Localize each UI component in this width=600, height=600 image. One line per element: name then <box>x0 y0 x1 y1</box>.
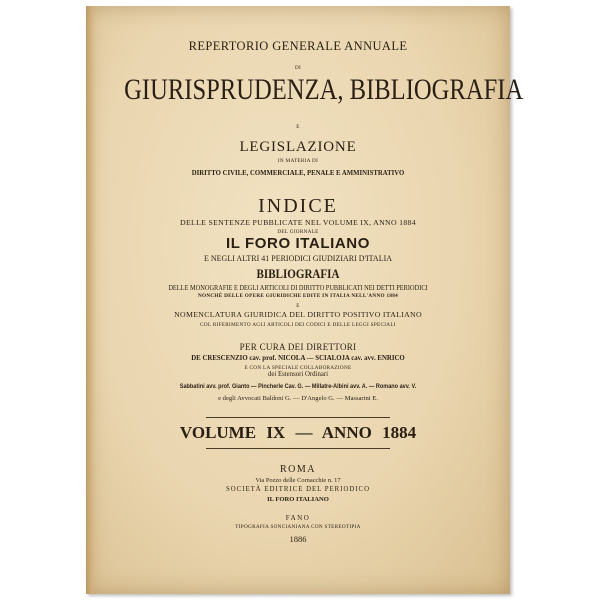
di-line: DI <box>294 65 302 71</box>
e-line-2: E <box>296 303 300 309</box>
repertorio-line: REPERTORIO GENERALE ANNUALE <box>188 39 408 53</box>
foro-italiano-line: IL FORO ITALIANO <box>225 235 371 252</box>
nomi-line-2: e degli Avvocati Baldoni G. — D'Angelo G. — Massarini E. <box>218 395 378 402</box>
fano-line: FANO <box>285 514 311 522</box>
societa-line: SOCIETÀ EDITRICE DEL PERIODICO <box>226 486 370 493</box>
anno-stampa-line: 1886 <box>289 534 307 544</box>
periodici-line: E NEGLI ALTRI 41 PERIODICI GIUDIZIARI D'ITALIA <box>203 254 393 263</box>
page-spine-shadow <box>86 6 96 594</box>
indice-title: INDICE <box>258 195 338 217</box>
volume-dash: — <box>295 423 313 442</box>
bibliografia-title: BIBLIOGRAFIA <box>256 266 340 281</box>
per-cura-line: PER CURA DEI DIRETTORI <box>239 342 357 352</box>
bibliografia-line-2: NONCHÉ DELLE OPERE GIURIDICHE EDITE IN ITALIA NELL'ANNO 1884 <box>197 293 399 299</box>
materie-line: DIRITTO CIVILE, COMMERCIALE, PENALE E AMMINISTRATIVO <box>191 168 405 177</box>
tipografia-line: TIPOGRAFIA SONCIANIANA CON STEREOTIPIA <box>235 524 361 530</box>
bibliografia-line-1: DELLE MONOGRAFIE E DEGLI ARTICOLI DI DIRITTO PUBBLICATI NEI DETTI PERIODICI <box>168 283 428 292</box>
volume-anno-line <box>86 424 510 441</box>
collaborazione-line: E CON LA SPECIALE COLLABORAZIONE <box>244 365 352 371</box>
volume-number: VOLUME IX <box>179 423 286 442</box>
e-line-1: E <box>296 124 300 130</box>
title-page <box>86 6 524 594</box>
periodico-line: IL FORO ITALIANO <box>267 496 329 503</box>
nomenclatura-line: NOMENCLATURA GIURIDICA DEL DIRITTO POSITIVO ITALIANO <box>174 310 422 319</box>
indirizzo-line: Via Pozzo delle Cornacchie n. 17 <box>255 477 341 484</box>
del-giornale-line: DEL GIORNALE <box>277 229 319 235</box>
citta-line: ROMA <box>279 464 316 475</box>
rule-top <box>206 417 390 418</box>
sentenze-line: DELLE SENTENZE PUBBLICATE NEL VOLUME IX, ANNO 1884 <box>180 218 416 227</box>
estensori-line: dei Estensori Ordinari <box>267 371 329 378</box>
legislazione-line: LEGISLAZIONE <box>239 139 357 155</box>
main-title: GIURISPRUDENZA, BIBLIOGRAFIA <box>124 73 524 106</box>
direttori-line: DE CRESCENZIO cav. prof. NICOLA — SCIALOJA cav. avv. ENRICO <box>191 353 405 362</box>
rule-bottom <box>206 448 390 449</box>
volume-year: ANNO 1884 <box>321 423 417 442</box>
in-materia-line: IN MATERIA DI <box>277 158 319 164</box>
riferimento-line: COL RIFERIMENTO AGLI ARTICOLI DEI CODICI E DELLE LEGGI SPECIALI <box>200 322 396 328</box>
nomi-line-1: Sabbatini avv. prof. Gianto — Pincherle Cav. G. — Millatre-Albini avv. A. — Romano avv. V. <box>179 383 417 390</box>
